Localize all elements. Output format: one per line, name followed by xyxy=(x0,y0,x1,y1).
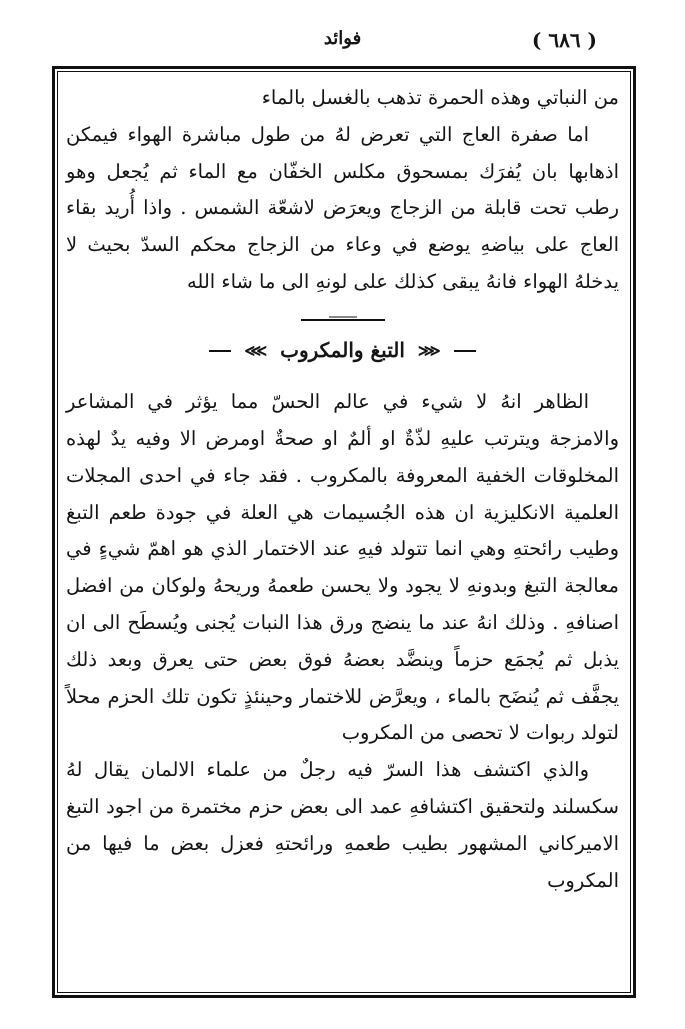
section-title: التبغ والمكروب xyxy=(280,337,405,362)
text-line: اما صفرة العاج التي تعرض لهُ من طول مباشرة الهواء فيمكن اذهابها xyxy=(66,122,619,183)
text-line: كذلك على لونهِ الى ما شاء الله xyxy=(186,269,436,293)
text-line: تكون تلك الحزم محلاً لتولد ربوات لا تحصى من المكروب xyxy=(66,684,619,745)
ornament-line-left xyxy=(209,350,231,352)
text-line: الظاهر انهُ لا شيء في عالم الحسّ مما يؤثر في المشاعر والامزجة ويترتب xyxy=(66,390,619,451)
text-line: بان يُفرَك بمسحوق مكلس الخفّان مع الماء ثم يُجعل وهو رطب تحت قابلة xyxy=(66,159,619,220)
paragraph-discovery xyxy=(66,752,619,899)
text-line: طعمهُ وريحهُ ولوكان من افضل اصنافهِ . وذلك انهُ عند ما ينضج ورق xyxy=(66,574,619,635)
text-line: من النباتي وهذه الحمرة تذهب بالغسل بالماء xyxy=(261,86,619,109)
text-line: الجُسيمات هي العلة في جودة طعم التبغ وطيب رائحتهِ وهي انما تتولد فيهِ xyxy=(66,500,619,561)
text-line: سكسلند ولتحقيق اكتشافهِ عمد الى بعض حزم مختمرة من اجود التبغ xyxy=(66,795,619,819)
text-line: هذا النبات يُجنى ويُسطَح الى ان يذبل ثم يُجمَع حزماً وينضَّد بعضهُ فوق xyxy=(66,611,620,671)
section-divider xyxy=(301,315,385,325)
text-line: بالمكروب . فقد جاء في احدى المجلات العلمية الانكليزية ان هذه xyxy=(66,463,620,524)
ornament-line-right xyxy=(454,350,476,352)
section-heading xyxy=(66,335,619,367)
text-line: الاميركاني المشهور بطيب طعمهِ ورائحتهِ فعزل بعض ما فيها من المكروب xyxy=(66,831,619,892)
divider-rule-icon xyxy=(301,315,385,325)
paragraph-tobacco xyxy=(66,384,619,752)
paragraph-ivory xyxy=(66,117,619,301)
text-line: والذي اكتشف هذا السرّ فيه رجلٌ من علماء الالمان يقال لهُ xyxy=(66,758,589,782)
running-title: فوائد xyxy=(323,28,362,49)
text-line: عند الاختمار الذي هو اهمّ شيءٍ في معالجة التبغ وبدونهِ لا يجود ولا يحسن xyxy=(66,537,620,598)
text-line: من الزجاج ويعرَض لاشعّة الشمس . واذا أُريد بقاء العاج على بياضهِ xyxy=(66,196,619,257)
running-header xyxy=(40,28,645,58)
ornament-right-icon: ⋘ xyxy=(417,341,441,361)
body-text xyxy=(66,80,619,899)
paragraph-continuation xyxy=(66,80,619,117)
text-line: بعض حتى يعرق وبعد ذلك يجفَّف ثم يُنضَح بالماء ، ويعرَّض للاختمار وحينئذٍ xyxy=(66,647,619,708)
page-number: ( ٦٨٦ ) xyxy=(531,28,597,52)
text-line: عليهِ لذّةٌ او ألمٌ او صحةٌ اومرض الا وفيه يدٌ لهذه المخلوقات الخفية المعروفة xyxy=(66,427,620,487)
text-line: يوضع في وعاء من الزجاج محكم السدّ بحيث لا يدخلهُ الهواء فانهُ يبقى xyxy=(66,233,619,293)
ornament-left-icon: ⋙ xyxy=(244,341,268,361)
